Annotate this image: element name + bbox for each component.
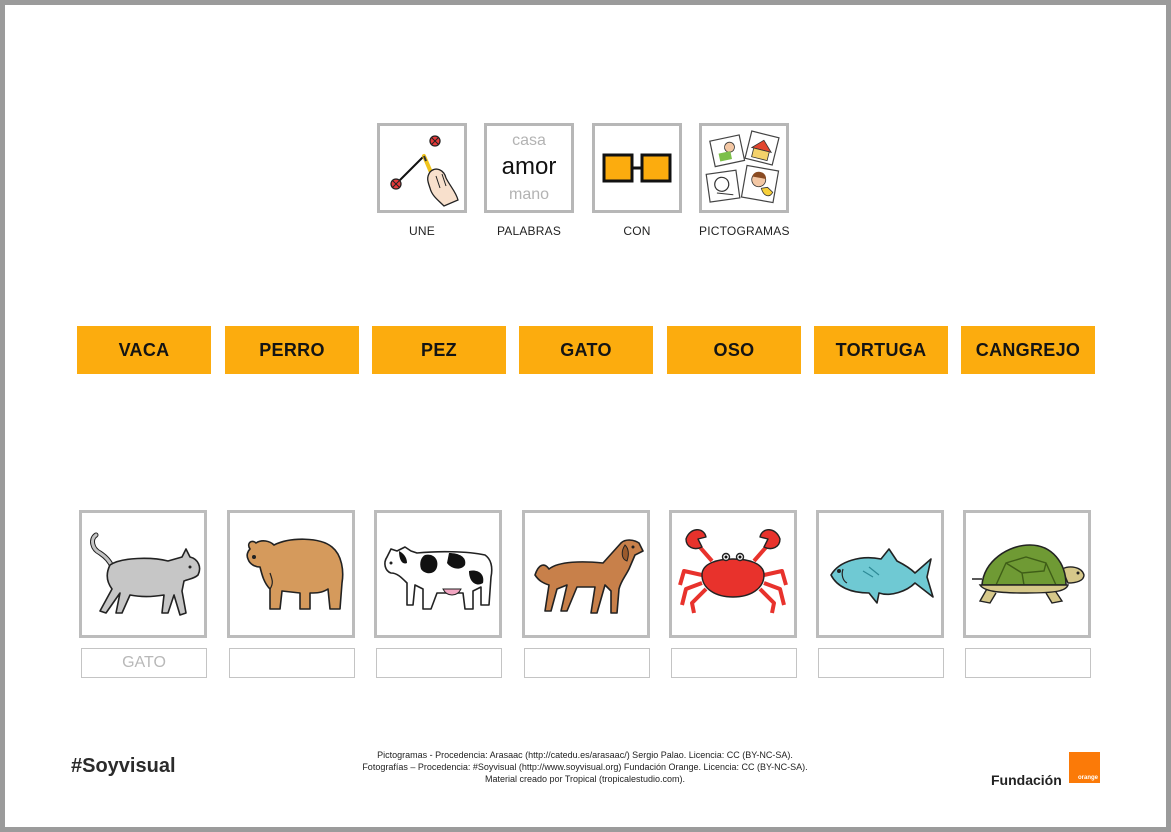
answer-field[interactable]: [376, 648, 502, 678]
instruction-label: PICTOGRAMAS: [699, 224, 790, 238]
cat-icon: [82, 513, 204, 635]
credit-line: Material creado por Tropical (tropicalestudio.com).: [484, 774, 686, 784]
glasses-icon: [592, 123, 682, 213]
instruction-pictogramas: [699, 123, 789, 238]
word-button-perro[interactable]: PERRO: [225, 326, 359, 374]
picture-card-turtle[interactable]: [963, 510, 1091, 638]
connect-dots-hand-icon: [377, 123, 467, 213]
instruction-label: CON: [623, 224, 651, 238]
words-icon: [484, 123, 574, 213]
credit-line: Pictogramas - Procedencia: Arasaac (http://catedu.es/arasaac/) Sergio Palao. Licencia: CC (BY-NC-SA).: [377, 750, 793, 760]
word-sample-top: casa: [512, 132, 546, 149]
instruction-con: [592, 123, 682, 238]
credit-line: Fotografías – Procedencia: #Soyvisual (http://www.soyvisual.org) Fundación Orange. Licencia: CC (BY-NC-SA).: [362, 762, 808, 772]
word-button-vaca[interactable]: VACA: [77, 326, 211, 374]
crab-icon: [672, 513, 794, 635]
instruction-label: UNE: [409, 224, 435, 238]
picture-card-cow[interactable]: [374, 510, 502, 638]
answer-field[interactable]: [81, 648, 207, 678]
word-button-tortuga[interactable]: TORTUGA: [814, 326, 948, 374]
license-credits: [285, 749, 885, 785]
pictograms-icon: [699, 123, 789, 213]
answer-field[interactable]: [965, 648, 1091, 678]
cow-icon: [377, 513, 499, 635]
answer-field[interactable]: [524, 648, 650, 678]
word-button-pez[interactable]: PEZ: [372, 326, 506, 374]
picture-card-dog[interactable]: [522, 510, 650, 638]
word-button-oso[interactable]: OSO: [667, 326, 801, 374]
bear-icon: [230, 513, 352, 635]
fundacion-label: Fundación: [991, 772, 1062, 788]
orange-logo: [1069, 752, 1100, 783]
dog-icon: [525, 513, 647, 635]
answer-field[interactable]: [818, 648, 944, 678]
answer-field[interactable]: [229, 648, 355, 678]
orange-logo-text: orange: [1077, 775, 1098, 781]
fish-icon: [819, 513, 941, 635]
turtle-icon: [966, 513, 1088, 635]
word-sample-bottom: mano: [508, 186, 550, 203]
picture-card-fish[interactable]: [816, 510, 944, 638]
word-button-cangrejo[interactable]: CANGREJO: [961, 326, 1095, 374]
answer-field[interactable]: [671, 648, 797, 678]
instruction-palabras: [484, 123, 574, 238]
soyvisual-brand: #Soyvisual: [71, 755, 176, 777]
picture-card-bear[interactable]: [227, 510, 355, 638]
picture-card-crab[interactable]: [669, 510, 797, 638]
word-sample-middle: amor: [501, 153, 557, 180]
picture-card-cat[interactable]: [79, 510, 207, 638]
instruction-label: PALABRAS: [496, 224, 562, 238]
word-button-gato[interactable]: GATO: [519, 326, 653, 374]
worksheet-page: [5, 5, 1166, 827]
instruction-une: [377, 123, 467, 238]
